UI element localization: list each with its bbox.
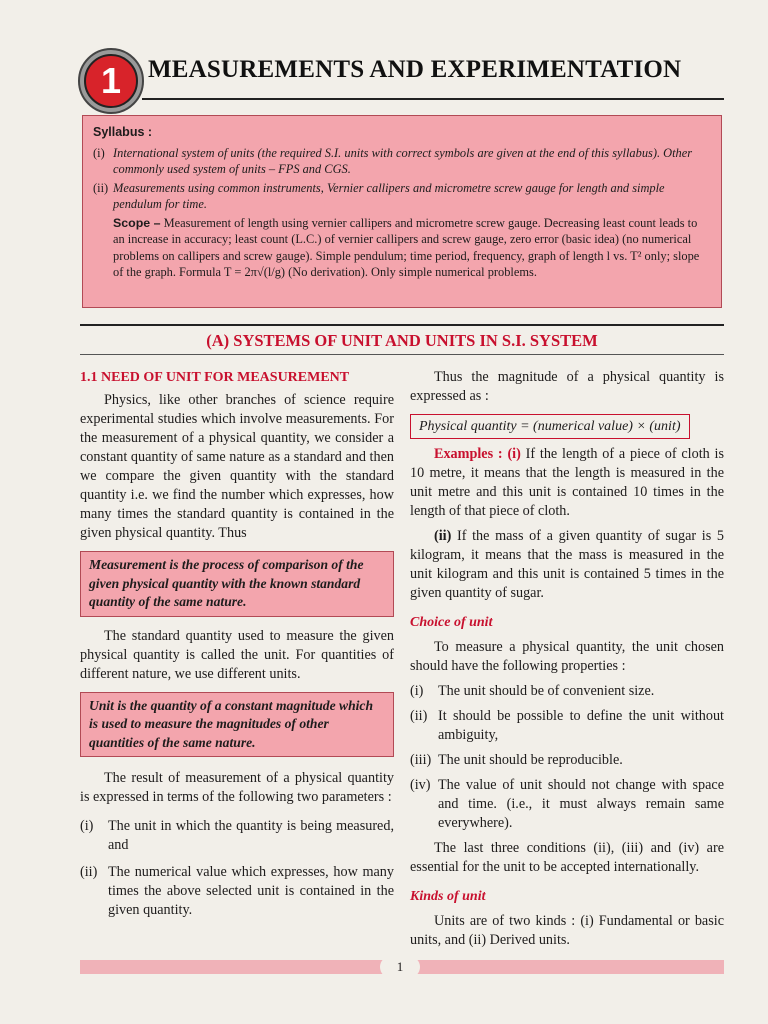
paragraph: Units are of two kinds : (i) Fundamental or basic units, and (ii) Derived units. bbox=[410, 913, 724, 948]
property-item bbox=[410, 682, 724, 701]
left-column bbox=[80, 368, 394, 920]
formula-box: Physical quantity = (numerical value) × (unit) bbox=[410, 414, 690, 439]
list-item-text: The unit in which the quantity is being measured, and bbox=[108, 818, 394, 853]
scope-text: Measurement of length using vernier callipers and micrometre screw gauge. Decreasing least count leads to an increase in accuracy; least count (L.C.) of vernier callipers and screw gauge, zero error (basic idea) (no numerical problems on callipers and screw gauge). Simple pendulum; time period, frequency, graph of length l vs. T² only; slope of the graph. Formula T = 2π√(l/g) (No derivation). Only simple numerical problems. bbox=[113, 215, 700, 279]
property-text: The unit should be reproducible. bbox=[438, 752, 623, 768]
example-text: If the length of a piece of cloth is 10 metre, it means that the length is measured in the unit metre and this unit is contained 10 times in the length of that piece of cloth. bbox=[410, 446, 724, 519]
syllabus-item-number: (i) bbox=[93, 145, 105, 160]
syllabus-item-number: (ii) bbox=[93, 180, 109, 195]
syllabus-item bbox=[93, 145, 711, 178]
property-text: The value of unit should not change with space and time. (i.e., it must always remain same everywhere). bbox=[438, 777, 724, 831]
choice-of-unit-heading: Choice of unit bbox=[410, 615, 493, 630]
section-rule-bottom bbox=[80, 354, 724, 355]
property-item bbox=[410, 707, 724, 745]
scope-label: Scope – bbox=[113, 215, 161, 230]
list-item bbox=[80, 817, 394, 855]
property-text: It should be possible to define the unit without ambiguity, bbox=[438, 708, 724, 743]
list-item-number: (i) bbox=[80, 818, 94, 834]
right-column bbox=[410, 368, 724, 950]
paragraph: Thus the magnitude of a physical quantity is expressed as : bbox=[410, 369, 724, 404]
chapter-number: 1 bbox=[84, 54, 138, 108]
section-heading: (A) SYSTEMS OF UNIT AND UNITS IN S.I. SYSTEM bbox=[206, 331, 598, 350]
paragraph: Physics, like other branches of science require experimental studies which involve measurements. For the measurement of a physical quantity, we consider a constant quantity of same nature as a standard and then we compare the given quantity with the standard quantity i.e. we find the number which expresses, how many times the standard quantity is contained in the given physical quantity. Thus bbox=[80, 392, 394, 541]
paragraph: The last three conditions (ii), (iii) and (iv) are essential for the unit to be accepted internationally. bbox=[410, 840, 724, 875]
property-text: The unit should be of convenient size. bbox=[438, 683, 655, 699]
chapter-title-underline bbox=[142, 98, 724, 100]
example-paragraph bbox=[410, 445, 724, 521]
property-number: (iv) bbox=[410, 777, 431, 793]
example-label: (ii) bbox=[434, 528, 452, 544]
property-item bbox=[410, 751, 724, 770]
syllabus-item-text: Measurements using common instruments, Vernier callipers and micrometre screw gauge for length and simple pendulum for time. bbox=[113, 180, 665, 211]
list-item bbox=[80, 863, 394, 920]
page-number: 1 bbox=[380, 956, 420, 978]
list-item-number: (ii) bbox=[80, 864, 98, 880]
chapter-title: MEASUREMENTS AND EXPERIMENTATION bbox=[148, 56, 682, 83]
property-number: (ii) bbox=[410, 708, 428, 724]
definition-unit: Unit is the quantity of a constant magnitude which is used to measure the magnitudes of other quantities of the same nature. bbox=[80, 692, 394, 758]
syllabus-item-text: International system of units (the required S.I. units with correct symbols are given at the end of this syllabus). Other commonly used system of units – FPS and CGS. bbox=[113, 145, 693, 176]
property-number: (i) bbox=[410, 683, 424, 699]
syllabus-box bbox=[82, 115, 722, 308]
syllabus-scope bbox=[93, 215, 711, 281]
section-rule-top bbox=[80, 324, 724, 326]
example-paragraph bbox=[410, 527, 724, 603]
list-item-text: The numerical value which expresses, how many times the above selected unit is contained in the given quantity. bbox=[108, 864, 394, 918]
subsection-heading: 1.1 NEED OF UNIT FOR MEASUREMENT bbox=[80, 370, 350, 385]
property-item bbox=[410, 776, 724, 833]
paragraph: To measure a physical quantity, the unit chosen should have the following properties : bbox=[410, 639, 724, 674]
example-text: If the mass of a given quantity of sugar is 5 kilogram, it means that the mass is measured in the unit kilogram and this unit is contained 5 times in the given quantity of sugar. bbox=[410, 528, 724, 601]
definition-measurement: Measurement is the process of comparison of the given physical quantity with the known standard quantity of the same nature. bbox=[80, 551, 394, 617]
syllabus-item bbox=[93, 180, 711, 213]
chapter-header bbox=[78, 40, 724, 100]
paragraph: The standard quantity used to measure the given physical quantity is called the unit. For quantities of different nature, we use different units. bbox=[80, 627, 394, 682]
syllabus-heading: Syllabus : bbox=[93, 125, 153, 139]
kinds-of-unit-heading: Kinds of unit bbox=[410, 889, 486, 904]
chapter-number-badge bbox=[78, 48, 144, 114]
property-number: (iii) bbox=[410, 752, 432, 768]
examples-label: Examples : (i) bbox=[434, 446, 521, 462]
paragraph: The result of measurement of a physical quantity is expressed in terms of the following two parameters : bbox=[80, 770, 394, 805]
